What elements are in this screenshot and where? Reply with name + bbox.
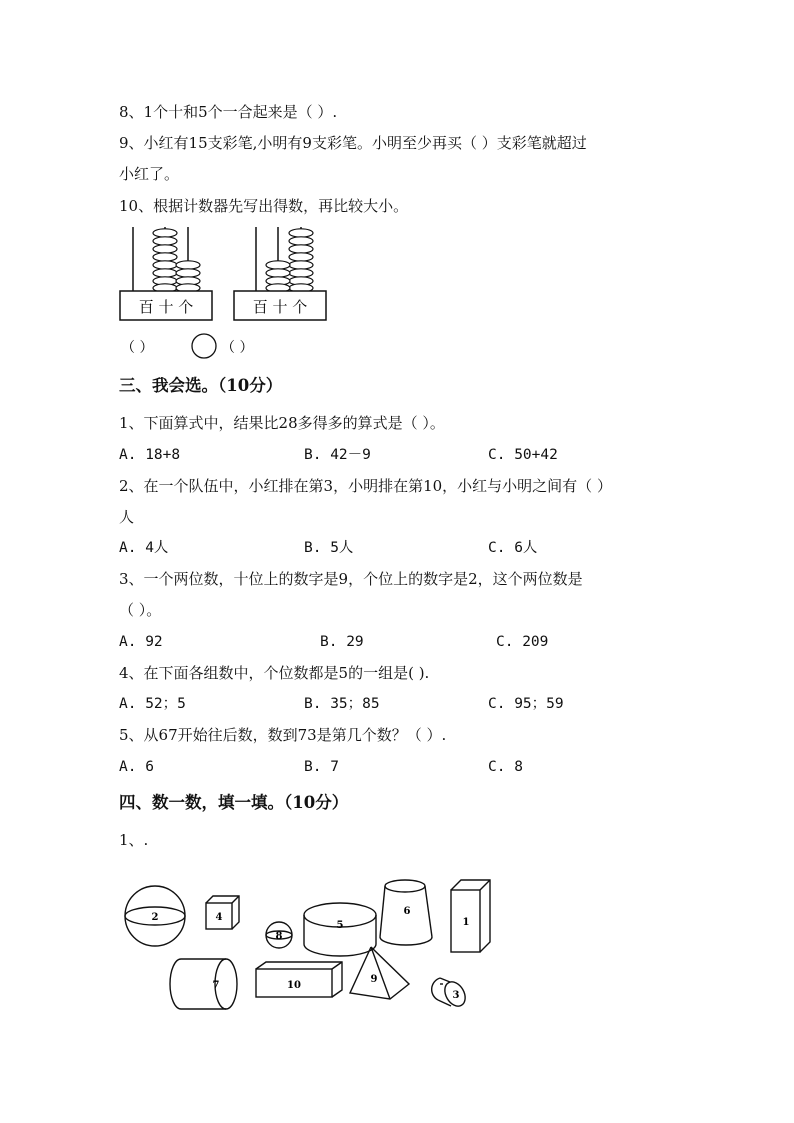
s3-q1-option-a[interactable]: A. 18+8: [119, 447, 181, 463]
shape-label-4: 4: [215, 912, 223, 923]
abacus-left-label: 百 十 个: [138, 298, 194, 316]
s3-q2-stem-continued: 人: [119, 508, 135, 526]
s3-q5-option-a[interactable]: A. 6: [119, 759, 154, 775]
s3-q3-option-b[interactable]: B. 29: [320, 634, 364, 650]
shape-label-6: 6: [403, 906, 411, 917]
s3-q3-option-c[interactable]: C. 209: [496, 634, 549, 650]
shape-label-1: 1: [462, 917, 470, 928]
question-9: 9、小红有15支彩笔,小明有9支彩笔。小明至少再买（ ）支彩笔就超过: [119, 134, 587, 152]
abacus-left-ones-beads: [176, 261, 200, 292]
section-3-heading: 三、我会选。（10分）: [119, 376, 283, 395]
s3-q1-option-c[interactable]: C. 50+42: [488, 447, 558, 463]
shape-label-7: 7: [212, 980, 220, 991]
shape-label-3: 3: [452, 990, 460, 1001]
shape-label-10: 10: [287, 980, 301, 991]
s3-q4-option-b[interactable]: B. 35；85: [304, 696, 380, 712]
section-4-heading: 四、数一数，填一填。（10分）: [119, 793, 349, 812]
compare-left-blank: （ ）: [121, 340, 154, 356]
s3-q4-stem: 4、在下面各组数中，个位数都是5的一组是( ).: [119, 664, 430, 682]
s3-q2-stem: 2、在一个队伍中，小红排在第3，小明排在第10，小红与小明之间有（ ）: [119, 477, 612, 495]
s3-q5-option-b[interactable]: B. 7: [304, 759, 339, 775]
s3-q2-option-b[interactable]: B. 5人: [304, 540, 354, 556]
abacus-right-ones-beads: [289, 229, 313, 292]
s3-q1-stem: 1、下面算式中，结果比28多得多的算式是（ ）。: [119, 414, 445, 432]
s3-q3-option-a[interactable]: A. 92: [119, 634, 163, 650]
question-9-continued: 小红了。: [119, 165, 180, 183]
abacus-right-tens-beads: [266, 261, 290, 292]
question-10: 10、根据计数器先写出得数，再比较大小。: [119, 197, 409, 215]
compare-circle[interactable]: [192, 334, 216, 358]
s3-q1-option-b[interactable]: B. 42－9: [304, 447, 371, 463]
s3-q5-option-c[interactable]: C. 8: [488, 759, 523, 775]
s3-q4-option-a[interactable]: A. 52；5: [119, 696, 186, 712]
s4-q1-stem: 1、.: [119, 831, 149, 849]
abacus-left-tens-beads: [153, 229, 177, 292]
abacus-right-label: 百 十 个: [252, 298, 308, 316]
s3-q3-stem: 3、一个两位数，十位上的数字是9，个位上的数字是2，这个两位数是: [119, 570, 583, 588]
shape-label-5: 5: [336, 920, 344, 931]
shape-label-8: 8: [275, 931, 283, 942]
shape-label-9: 9: [370, 974, 378, 985]
s3-q4-option-c[interactable]: C. 95；59: [488, 696, 564, 712]
question-8: 8、1个十和5个一合起来是（ ）.: [119, 103, 338, 121]
s3-q2-option-c[interactable]: C. 6人: [488, 540, 538, 556]
s3-q3-stem-continued: （ ）。: [119, 601, 162, 619]
s3-q2-option-a[interactable]: A. 4人: [119, 540, 169, 556]
compare-right-blank: （ ）: [221, 340, 254, 356]
shape-label-2: 2: [151, 912, 159, 923]
s3-q5-stem: 5、从67开始往后数，数到73是第几个数？（ ）.: [119, 726, 447, 744]
